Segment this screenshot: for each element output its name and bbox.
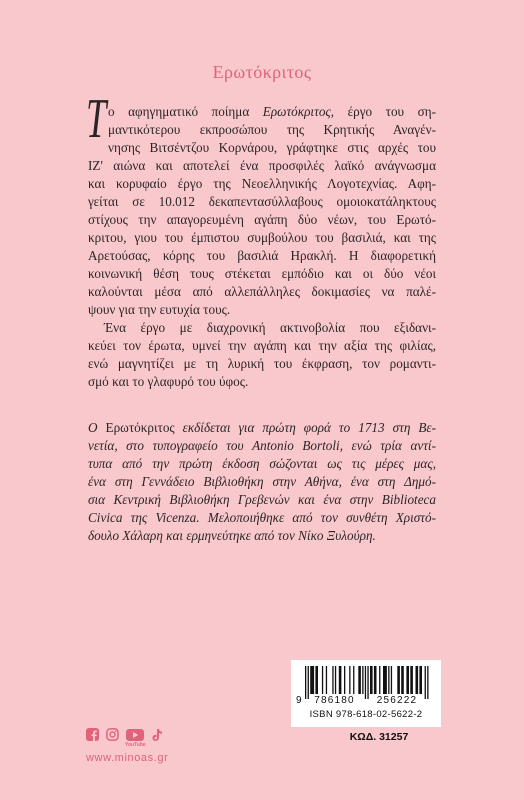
barcode-bar <box>406 666 409 694</box>
text-line: ψουν για την ευτυχία τους. <box>88 302 231 317</box>
description-text <box>88 103 436 391</box>
text-line <box>88 419 436 437</box>
text-line: ΙΖ' αιώνα και αποτελεί ένα προσφιλές λαϊκό ανάγνωσμα <box>88 158 436 173</box>
barcode-bar <box>310 666 314 694</box>
barcode-guard-bar <box>427 666 428 699</box>
barcode-bar <box>391 666 392 694</box>
text-line: καλούνται μέσα από αλλεπάλληλες δοκιμασίες να παλέ- <box>88 284 436 299</box>
barcode-bar <box>344 666 345 694</box>
text-line: δουλο Χάλαρη και ερμηνεύτηκε από τον Νίκο Ξυλούρη. <box>88 528 376 543</box>
text-segment: , έργο του ση- <box>330 104 436 119</box>
text-line <box>88 103 436 121</box>
text-segment: Ο <box>88 420 106 435</box>
barcode-bar <box>335 666 336 694</box>
text-segment: εκδίδεται για πρώτη φορά το 1713 στη Βε- <box>174 420 437 435</box>
text-segment: ο αφηγηματικό ποίημα <box>108 104 263 119</box>
barcode-bar <box>349 666 350 694</box>
product-code: ΚΩΔ. 31257 <box>349 731 409 743</box>
book-title-emphasis: Ερωτόκριτος <box>262 104 331 119</box>
barcode-bar <box>358 666 361 694</box>
text-line: στίχους την απαγορευμένη αγάπη δύο νέων, του Ερωτό- <box>88 212 436 227</box>
text-line: Ένα έργο με διαχρονική ακτινοβολία που εξιδανι- <box>104 320 436 335</box>
publisher-website: www.minoas.gr <box>86 752 169 764</box>
barcode-bar <box>339 666 342 694</box>
barcode-bar <box>419 666 422 694</box>
text-line: και κορυφαίο έργο της Νεοελληνικής Λογοτεχνίας. Αφη- <box>88 176 436 191</box>
barcode-bar <box>326 666 327 694</box>
youtube-icon <box>126 729 144 741</box>
text-line: νετία, στο τυπογραφείο του Antonio Bortoli, ενώ τρία αντί- <box>88 438 436 453</box>
text-line: κοινωνική θέση τους στέκεται εμπόδιο και οι δύο νέοι <box>88 266 436 281</box>
barcode-guard-bar <box>367 666 368 699</box>
text-line: Αρετούσας, κόρης του βασιλιά Ηρακλή. Η διαφορετική <box>88 248 436 263</box>
barcode-panel <box>291 660 441 727</box>
barcode-bar <box>388 666 389 694</box>
text-line: Civica της Vicenza. Μελοποιήθηκε από τον συνθέτη Χριστό- <box>88 510 436 525</box>
barcode-bar <box>322 666 323 694</box>
text-line: κεύει τον έρωτα, υμνεί την αγάπη και την αξία της φιλίας, <box>88 338 436 353</box>
text-line: γείται σε 10.012 δεκαπεντασύλλαβους ομοιοκατάληκτους <box>88 194 436 209</box>
barcode-bar <box>410 666 413 694</box>
drop-cap: Τ <box>86 88 107 150</box>
text-line: σια Κεντρική Βιβλιοθήκη Γρεβενών και ένα στην Biblioteca <box>88 492 436 507</box>
text-line: ένα στη Γεννάδειο Βιβλιοθήκη στην Αθήνα, ένα στη Δημό- <box>88 474 436 489</box>
text-line: κριτου, γιου του έμπιστου συμβούλου του βασιλιά, και της <box>88 230 436 245</box>
text-line: μαντικότερου εκπροσώπου της Κρητικής Αναγέν- <box>108 122 436 137</box>
barcode-guard-bar <box>365 666 366 699</box>
barcode-bar <box>416 666 419 694</box>
text-line: νησης Βιτσέντζου Κορνάρου, γράφτηκε στις αρχές του <box>108 140 436 155</box>
barcode-bar <box>332 666 333 694</box>
book-title-emphasis: Ερωτόκριτος <box>105 420 175 435</box>
text-line: τυπα από την πρώτη έκδοση σώζονται ως τις μέρες μας, <box>88 456 436 471</box>
barcode-guard-bar <box>305 666 306 699</box>
barcode-bar <box>374 666 377 694</box>
barcode-left-digits: 786180 <box>314 695 355 706</box>
barcode-bar <box>379 666 380 694</box>
book-title: Ερωτόκριτος <box>212 62 312 82</box>
barcode-bar <box>353 666 354 694</box>
barcode-first-digit: 9 <box>296 695 302 706</box>
tiktok-icon <box>151 728 163 742</box>
publication-note <box>88 419 436 545</box>
text-line: σμό και το γλαφυρό του ύφος. <box>88 374 249 389</box>
barcode-bar <box>370 666 373 694</box>
barcode-bar <box>401 666 404 694</box>
isbn-number: ISBN 978-618-02-5622-2 <box>309 709 423 720</box>
barcode-right-digits: 256222 <box>376 695 418 706</box>
instagram-icon <box>106 728 119 741</box>
facebook-icon <box>86 728 99 741</box>
barcode-guard-bar <box>425 666 426 699</box>
youtube-label: YouTube <box>125 742 146 748</box>
text-line: ενώ μαγνητίζει με τη λυρική του έκφραση, τον ρομαντι- <box>88 356 436 371</box>
barcode-bar <box>383 666 387 694</box>
barcode-bar <box>397 666 400 694</box>
barcode-bar <box>315 666 318 694</box>
barcode-bar <box>362 666 363 694</box>
